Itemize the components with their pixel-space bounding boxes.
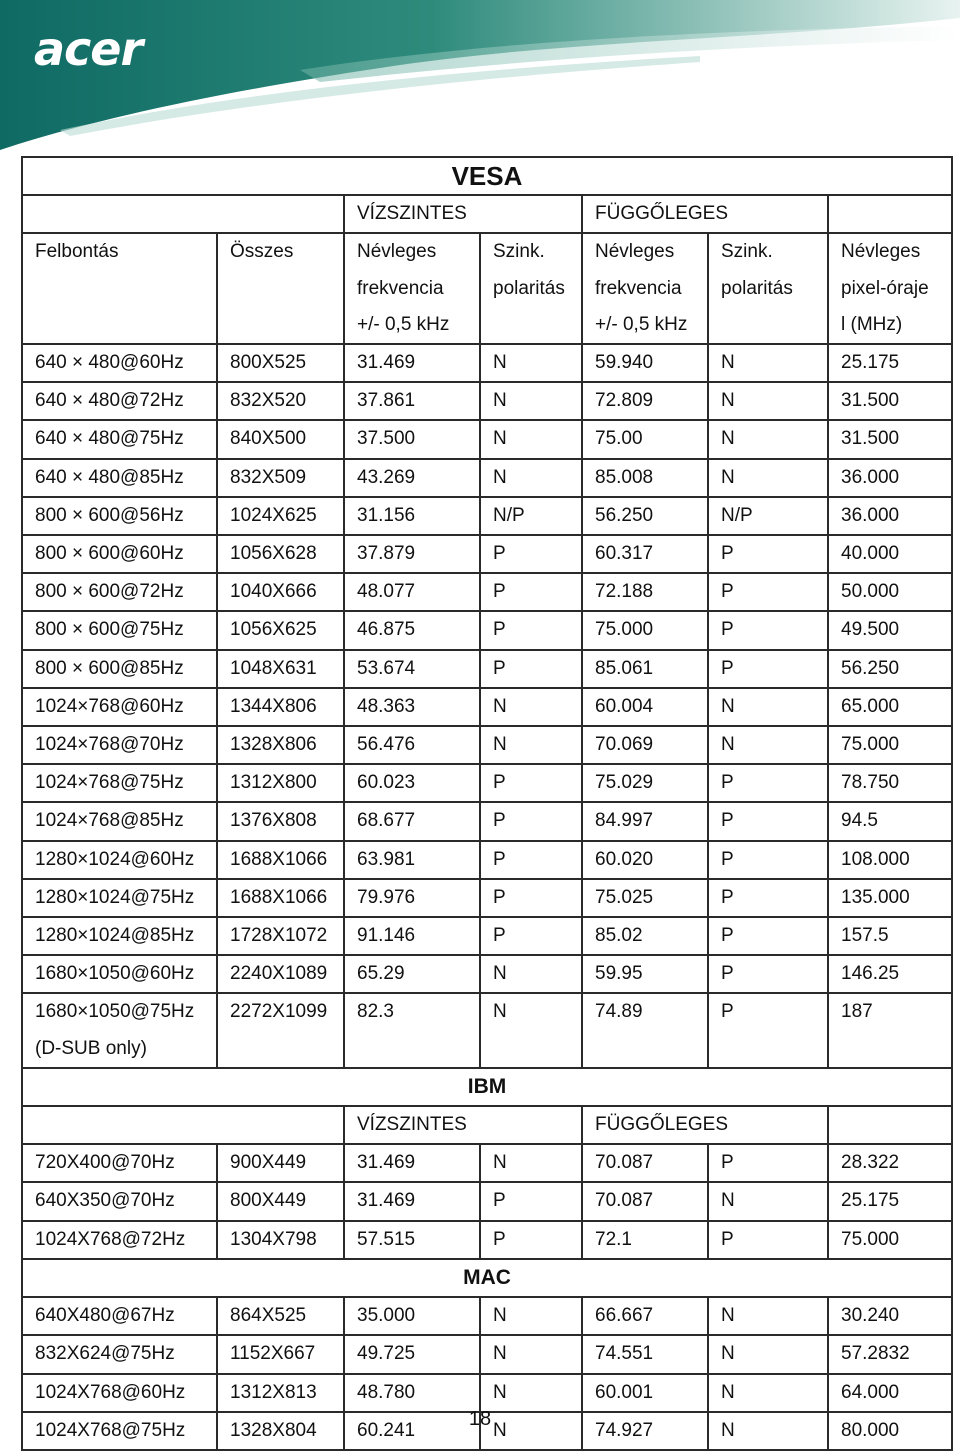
data-cell: 30.240: [828, 1297, 952, 1335]
vesa-group-row: [22, 195, 952, 233]
header-line: frekvencia: [595, 277, 682, 299]
data-cell: P: [480, 1182, 582, 1220]
data-cell: 1040X666: [217, 573, 344, 611]
data-cell: 1048X631: [217, 650, 344, 688]
data-cell: N: [480, 1374, 582, 1412]
data-cell: P: [708, 917, 828, 955]
data-cell: N: [480, 1335, 582, 1373]
header-line: Névleges: [357, 241, 437, 263]
data-cell: N: [480, 726, 582, 764]
data-cell: 60.004: [582, 688, 708, 726]
data-cell: 60.001: [582, 1374, 708, 1412]
vesa-title: VESA: [22, 157, 952, 195]
vesa-row: [22, 573, 952, 611]
header-resolution: Felbontás: [22, 233, 217, 344]
data-cell: 1344X806: [217, 688, 344, 726]
header-line: Névleges: [595, 241, 675, 263]
resolution-cell: 800 × 600@75Hz: [22, 611, 217, 649]
data-cell: 50.000: [828, 573, 952, 611]
data-cell: 91.146: [344, 917, 480, 955]
header-line: Szink.: [721, 241, 773, 263]
data-cell: P: [480, 764, 582, 802]
vesa-last-row: [22, 993, 952, 1067]
data-cell: N: [708, 1412, 828, 1450]
vesa-row: [22, 611, 952, 649]
data-cell: 74.89: [582, 993, 708, 1067]
resolution-line: 1680×1050@75Hz: [35, 1001, 195, 1023]
data-cell: 94.5: [828, 802, 952, 840]
vesa-title-row: [22, 157, 952, 195]
data-cell: 64.000: [828, 1374, 952, 1412]
data-cell: 72.1: [582, 1221, 708, 1259]
data-cell: N: [480, 382, 582, 420]
data-cell: 1304X798: [217, 1221, 344, 1259]
resolution-cell: 1024×768@60Hz: [22, 688, 217, 726]
data-cell: 57.2832: [828, 1335, 952, 1373]
data-cell: 59.95: [582, 955, 708, 993]
ibm-group-row: [22, 1106, 952, 1144]
header-v-frequency: [582, 233, 708, 344]
vesa-row: [22, 688, 952, 726]
page-number: 18: [468, 1408, 492, 1430]
data-cell: 832X520: [217, 382, 344, 420]
resolution-cell: 720X400@70Hz: [22, 1144, 217, 1182]
mac-row: [22, 1297, 952, 1335]
data-cell: N/P: [480, 497, 582, 535]
data-cell: P: [708, 535, 828, 573]
data-cell: 1728X1072: [217, 917, 344, 955]
data-cell: 900X449: [217, 1144, 344, 1182]
data-cell: 68.677: [344, 802, 480, 840]
data-cell: 43.269: [344, 459, 480, 497]
data-cell: 31.156: [344, 497, 480, 535]
vesa-row: [22, 841, 952, 879]
data-cell: N: [708, 1374, 828, 1412]
data-cell: N: [480, 955, 582, 993]
header-line: frekvencia: [357, 277, 444, 299]
data-cell: 57.515: [344, 1221, 480, 1259]
data-cell: N: [708, 420, 828, 458]
data-cell: P: [480, 1221, 582, 1259]
header-pixel-clock: [828, 233, 952, 344]
data-cell: N: [708, 382, 828, 420]
header-line: +/- 0,5 kHz: [595, 313, 688, 335]
data-cell: 74.927: [582, 1412, 708, 1450]
data-cell: 75.000: [828, 726, 952, 764]
header-line: +/- 0,5 kHz: [357, 313, 450, 335]
vesa-vertical-header: FÜGGŐLEGES: [582, 195, 828, 233]
data-cell: 36.000: [828, 459, 952, 497]
vesa-row: [22, 879, 952, 917]
data-cell: 28.322: [828, 1144, 952, 1182]
data-cell: 31.469: [344, 1144, 480, 1182]
data-cell: 1024X625: [217, 497, 344, 535]
data-cell: 75.000: [582, 611, 708, 649]
data-cell: P: [708, 955, 828, 993]
data-cell: 75.029: [582, 764, 708, 802]
mac-title-row: [22, 1259, 952, 1297]
data-cell: N: [708, 459, 828, 497]
data-cell: 56.250: [828, 650, 952, 688]
data-cell: 31.500: [828, 382, 952, 420]
data-cell: 49.500: [828, 611, 952, 649]
data-cell: 65.000: [828, 688, 952, 726]
data-cell: P: [708, 802, 828, 840]
timing-table: [21, 156, 953, 1451]
data-cell: 157.5: [828, 917, 952, 955]
data-cell: 1376X808: [217, 802, 344, 840]
data-cell: 108.000: [828, 841, 952, 879]
data-cell: 25.175: [828, 344, 952, 382]
resolution-cell: 1024X768@75Hz: [22, 1412, 217, 1450]
data-cell: P: [708, 764, 828, 802]
data-cell: 56.250: [582, 497, 708, 535]
resolution-cell: 640 × 480@72Hz: [22, 382, 217, 420]
data-cell: 85.008: [582, 459, 708, 497]
data-cell: P: [480, 802, 582, 840]
data-cell: N: [480, 688, 582, 726]
vesa-row: [22, 382, 952, 420]
data-cell: N: [480, 344, 582, 382]
blank-cell: [828, 1106, 952, 1144]
ibm-row: [22, 1144, 952, 1182]
resolution-cell: 640 × 480@85Hz: [22, 459, 217, 497]
data-cell: P: [708, 841, 828, 879]
data-cell: P: [480, 535, 582, 573]
resolution-cell: 640X480@67Hz: [22, 1297, 217, 1335]
data-cell: 48.363: [344, 688, 480, 726]
data-cell: 72.809: [582, 382, 708, 420]
blank-cell: [22, 195, 344, 233]
ibm-vertical-header: FÜGGŐLEGES: [582, 1106, 828, 1144]
data-cell: N: [480, 420, 582, 458]
data-cell: P: [708, 573, 828, 611]
data-cell: P: [708, 1221, 828, 1259]
data-cell: 25.175: [828, 1182, 952, 1220]
data-cell: 1056X625: [217, 611, 344, 649]
data-cell: P: [708, 879, 828, 917]
data-cell: 1688X1066: [217, 879, 344, 917]
data-cell: 75.00: [582, 420, 708, 458]
data-cell: 31.500: [828, 420, 952, 458]
data-cell: 37.500: [344, 420, 480, 458]
header-line: l (MHz): [841, 313, 903, 335]
mac-row: [22, 1374, 952, 1412]
ibm-title-row: [22, 1068, 952, 1106]
vesa-row: [22, 459, 952, 497]
vesa-row: [22, 917, 952, 955]
data-cell: 60.317: [582, 535, 708, 573]
data-cell: 187: [828, 993, 952, 1067]
data-cell: 78.750: [828, 764, 952, 802]
data-cell: 56.476: [344, 726, 480, 764]
data-cell: 46.875: [344, 611, 480, 649]
data-cell: 60.241: [344, 1412, 480, 1450]
data-cell: 53.674: [344, 650, 480, 688]
vesa-row: [22, 535, 952, 573]
data-cell: N: [480, 1297, 582, 1335]
data-cell: 35.000: [344, 1297, 480, 1335]
blank-cell: [22, 1106, 344, 1144]
resolution-cell: [22, 993, 217, 1067]
data-cell: N: [480, 993, 582, 1067]
resolution-cell: 1024X768@60Hz: [22, 1374, 217, 1412]
header-line: Szink.: [493, 241, 545, 263]
resolution-cell: 800 × 600@72Hz: [22, 573, 217, 611]
data-cell: 48.077: [344, 573, 480, 611]
resolution-cell: 640X350@70Hz: [22, 1182, 217, 1220]
data-cell: 135.000: [828, 879, 952, 917]
resolution-cell: 1280×1024@85Hz: [22, 917, 217, 955]
acer-logo: acer: [34, 22, 143, 76]
vesa-row: [22, 726, 952, 764]
data-cell: 800X449: [217, 1182, 344, 1220]
vesa-column-headers: [22, 233, 952, 344]
header-line: pixel-óraje: [841, 277, 929, 299]
data-cell: 65.29: [344, 955, 480, 993]
data-cell: 1152X667: [217, 1335, 344, 1373]
data-cell: 40.000: [828, 535, 952, 573]
data-cell: 75.000: [828, 1221, 952, 1259]
data-cell: 1056X628: [217, 535, 344, 573]
header-total: Összes: [217, 233, 344, 344]
vesa-row: [22, 802, 952, 840]
data-cell: N: [708, 1182, 828, 1220]
ibm-row: [22, 1221, 952, 1259]
header-line: Névleges: [841, 241, 921, 263]
data-cell: P: [708, 1144, 828, 1182]
data-cell: N: [708, 344, 828, 382]
data-cell: 70.069: [582, 726, 708, 764]
data-cell: 36.000: [828, 497, 952, 535]
data-cell: 75.025: [582, 879, 708, 917]
data-cell: 2240X1089: [217, 955, 344, 993]
data-cell: 74.551: [582, 1335, 708, 1373]
data-cell: N: [708, 688, 828, 726]
header-line: polaritás: [721, 277, 793, 299]
data-cell: 70.087: [582, 1144, 708, 1182]
resolution-cell: 800 × 600@56Hz: [22, 497, 217, 535]
data-cell: 84.997: [582, 802, 708, 840]
data-cell: 79.976: [344, 879, 480, 917]
blank-cell: [828, 195, 952, 233]
data-cell: P: [708, 611, 828, 649]
data-cell: N: [480, 459, 582, 497]
vesa-row: [22, 764, 952, 802]
resolution-cell: 1280×1024@60Hz: [22, 841, 217, 879]
data-cell: 840X500: [217, 420, 344, 458]
data-cell: P: [480, 841, 582, 879]
data-cell: 2272X1099: [217, 993, 344, 1067]
vesa-row: [22, 420, 952, 458]
data-cell: 37.861: [344, 382, 480, 420]
resolution-cell: 640 × 480@60Hz: [22, 344, 217, 382]
resolution-cell: 640 × 480@75Hz: [22, 420, 217, 458]
data-cell: N: [480, 1144, 582, 1182]
data-cell: 832X509: [217, 459, 344, 497]
page-header: [0, 0, 960, 160]
data-cell: 59.940: [582, 344, 708, 382]
data-cell: P: [708, 993, 828, 1067]
resolution-cell: 800 × 600@60Hz: [22, 535, 217, 573]
mac-title: MAC: [22, 1259, 952, 1297]
data-cell: 1312X813: [217, 1374, 344, 1412]
data-cell: 800X525: [217, 344, 344, 382]
ibm-horizontal-header: VÍZSZINTES: [344, 1106, 582, 1144]
data-cell: N: [708, 1335, 828, 1373]
vesa-horizontal-header: VÍZSZINTES: [344, 195, 582, 233]
resolution-cell: 1024×768@85Hz: [22, 802, 217, 840]
data-cell: 1328X806: [217, 726, 344, 764]
data-cell: 72.188: [582, 573, 708, 611]
data-cell: 1328X804: [217, 1412, 344, 1450]
ibm-title: IBM: [22, 1068, 952, 1106]
data-cell: 85.061: [582, 650, 708, 688]
resolution-cell: 1024×768@75Hz: [22, 764, 217, 802]
data-cell: P: [480, 573, 582, 611]
data-cell: 31.469: [344, 344, 480, 382]
data-cell: N: [480, 1412, 582, 1450]
data-cell: P: [480, 611, 582, 649]
resolution-cell: 800 × 600@85Hz: [22, 650, 217, 688]
data-cell: 66.667: [582, 1297, 708, 1335]
data-cell: 37.879: [344, 535, 480, 573]
data-cell: N/P: [708, 497, 828, 535]
header-v-polarity: [708, 233, 828, 344]
data-cell: 48.780: [344, 1374, 480, 1412]
data-cell: 49.725: [344, 1335, 480, 1373]
header-h-polarity: [480, 233, 582, 344]
data-cell: P: [708, 650, 828, 688]
data-cell: 63.981: [344, 841, 480, 879]
vesa-row: [22, 344, 952, 382]
data-cell: 80.000: [828, 1412, 952, 1450]
data-cell: P: [480, 917, 582, 955]
resolution-cell: 1280×1024@75Hz: [22, 879, 217, 917]
data-cell: 60.020: [582, 841, 708, 879]
header-h-frequency: [344, 233, 480, 344]
data-cell: 60.023: [344, 764, 480, 802]
data-cell: N: [708, 726, 828, 764]
data-cell: P: [480, 650, 582, 688]
data-cell: 1312X800: [217, 764, 344, 802]
ibm-row: [22, 1182, 952, 1220]
resolution-cell: 1680×1050@60Hz: [22, 955, 217, 993]
data-cell: P: [480, 879, 582, 917]
data-cell: 82.3: [344, 993, 480, 1067]
resolution-note: (D-SUB only): [35, 1037, 147, 1059]
mac-row: [22, 1335, 952, 1373]
resolution-cell: 1024×768@70Hz: [22, 726, 217, 764]
vesa-row: [22, 497, 952, 535]
resolution-cell: 1024X768@72Hz: [22, 1221, 217, 1259]
vesa-row: [22, 650, 952, 688]
data-cell: 31.469: [344, 1182, 480, 1220]
header-swoosh: [0, 0, 960, 160]
data-cell: 864X525: [217, 1297, 344, 1335]
header-line: polaritás: [493, 277, 565, 299]
resolution-cell: 832X624@75Hz: [22, 1335, 217, 1373]
data-cell: N: [708, 1297, 828, 1335]
data-cell: 85.02: [582, 917, 708, 955]
data-cell: 70.087: [582, 1182, 708, 1220]
vesa-row: [22, 955, 952, 993]
data-cell: 1688X1066: [217, 841, 344, 879]
data-cell: 146.25: [828, 955, 952, 993]
